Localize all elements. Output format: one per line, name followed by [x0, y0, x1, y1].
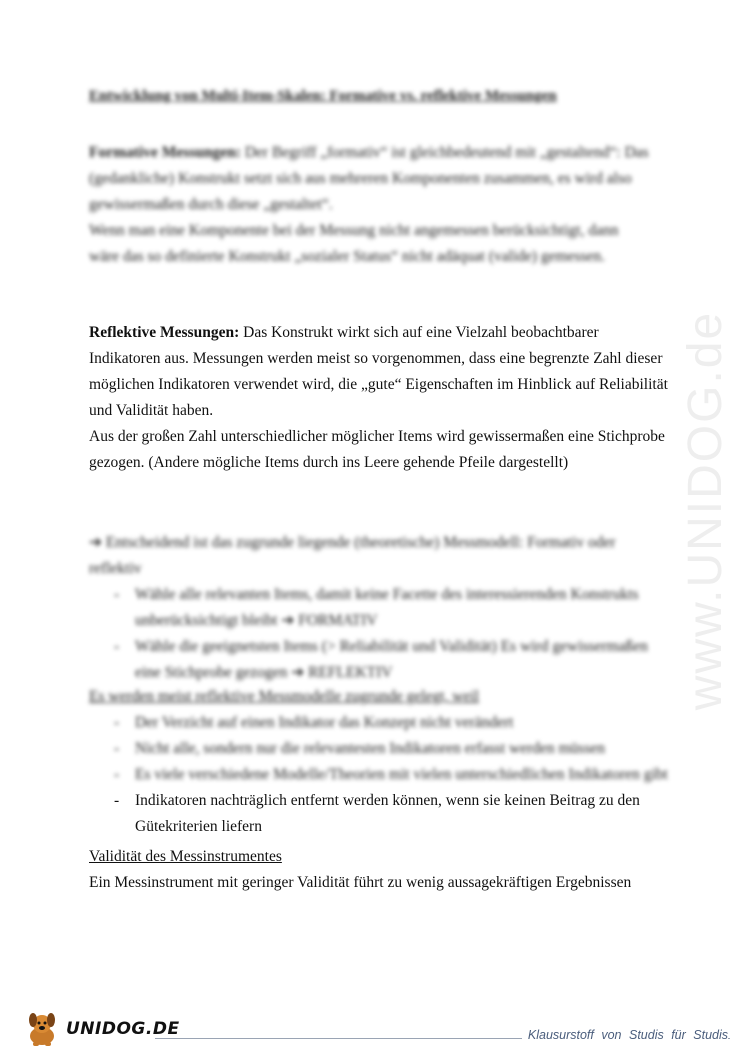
reflective-text: Das Konstrukt wirkt sich auf eine Vielzahl beobachtbarer Indikatoren aus. Messungen werden meist so vorgenommen, dass eine begrenzte Zahl dieser möglichen Indikatoren verwendet wird, die „gute“ Eigenschaften im Hinblick auf Reliabilität und Validität haben.: [89, 324, 668, 419]
list-item: - Nicht alle, sondern nur die relevantesten Indikatoren erfasst werden müssen: [89, 736, 669, 762]
validity-text: Ein Messinstrument mit geringer Validität führt zu wenig aussagekräftigen Ergebnissen: [89, 874, 632, 891]
formative-label: Formative Messungen:: [89, 144, 241, 161]
formative-text: Der Begriff „formativ“ ist gleichbedeutend mit „gestaltend“: Das (gedankliche) Konstrukt setzt sich aus mehreren Komponenten zusammen, es wird also gewissermaßen durch diese „gestaltet“.: [89, 144, 649, 213]
list-item: - Wähle die geeignetsten Items (> Reliabilität und Validität) Es wird gewissermaßen eine Stichprobe gezogen ➔ REFLEKTIV: [89, 634, 669, 686]
reflective-section: [89, 320, 669, 476]
document-title: Entwicklung von Multi-Item-Skalen: Formative vs. reflektive Messungen: [89, 88, 557, 104]
reasons-list: [89, 710, 669, 840]
watermark-text: www.UNIDOG.de: [679, 310, 733, 710]
conclusion-text: Entscheidend ist das zugrunde liegende (theoretische) Messmodell: Formativ oder reflektiv: [89, 534, 616, 577]
unidog-logo: [22, 1010, 180, 1048]
dog-icon: [22, 1010, 62, 1048]
reflective-label: Reflektive Messungen:: [89, 324, 240, 341]
arrow-icon: ➔: [89, 534, 102, 551]
formative-paragraph: [89, 140, 649, 218]
footer-slogan: Klausurstoff von Studis für Studis: [522, 1028, 728, 1042]
logo-text: UNIDOG.DE: [66, 1019, 180, 1039]
reflective-paragraph: [89, 320, 669, 424]
conclusion-line: [89, 530, 669, 582]
conclusion-section: [89, 530, 669, 686]
reflective-paragraph-2: Aus der großen Zahl unterschiedlicher möglicher Items wird gewissermaßen eine Stichprobe gezogen. (Andere mögliche Items durch ins Leere gehende Pfeile dargestellt): [89, 428, 665, 471]
list-item: - Der Verzicht auf einen Indikator das Konzept nicht verändert: [89, 710, 669, 736]
formative-section: [89, 140, 649, 270]
list-item: - Indikatoren nachträglich entfernt werden können, wenn sie keinen Beitrag zu den Gütekriterien liefern: [89, 788, 669, 840]
validity-heading: Validität des Messinstrumentes: [89, 848, 282, 865]
reasons-heading: Es werden meist reflektive Messmodelle zugrunde gelegt, weil: [89, 688, 479, 705]
formative-paragraph-2: Wenn man eine Komponente bei der Messung nicht angemessen berücksichtigt, dann wäre das so definierte Konstrukt „sozialer Status“ nicht adäquat (valide) gemessen.: [89, 222, 619, 265]
list-item: - Es viele verschiedene Modelle/Theorien mit vielen unterschiedlichen Indikatoren gibt: [89, 762, 669, 788]
list-item: - Wähle alle relevanten Items, damit keine Facette des interessierenden Konstrukts unberücksichtigt bleibt ➔ FORMATIV: [89, 582, 669, 634]
conclusion-list: [89, 582, 669, 686]
reasons-section: [89, 710, 669, 840]
